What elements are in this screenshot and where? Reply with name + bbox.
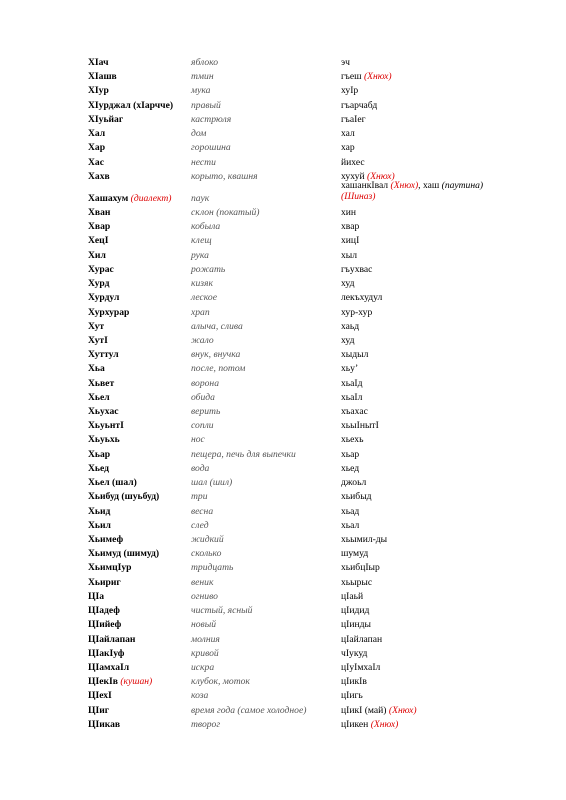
dialect-translation [341,70,392,84]
translation-text: хвар [341,221,360,233]
russian-translation: молния [191,633,220,645]
russian-translation: огниво [191,590,218,602]
russian-translation: рука [191,249,209,261]
translation-text: хур-хур [341,306,373,318]
dialect-translation [341,661,380,675]
russian-translation: мука [191,85,211,97]
russian-translation: кобыла [191,221,221,233]
dialect-translation [341,99,377,113]
headword [88,689,112,703]
headword-text: Хьибуд (шуьбуд) [88,491,160,503]
headword-text: ЦӀакӀуф [88,647,125,659]
entry-row [88,433,528,447]
translation-text: (паутина) [441,179,484,191]
entry-row [88,277,528,291]
headword [88,661,129,675]
headword-text: Хас [88,156,104,168]
headword-text: ХьимцӀур [88,562,132,574]
headword-text: ХутӀ [88,334,108,346]
dialect-translation [341,56,350,70]
headword [88,192,171,206]
dialect-translation [341,291,382,305]
dialect-translation [341,263,372,277]
headword [88,156,104,170]
russian-translation: верить [191,406,221,418]
headword-text: Хуттул [88,349,119,361]
headword-text: Хал [88,128,106,140]
headword [88,419,124,433]
translation-text: хухуй [341,170,367,182]
headword [88,633,135,647]
russian-translation: горошина [191,142,231,154]
russian-translation: клубок, моток [191,676,250,688]
entry-row [88,704,528,718]
headword-text: Хьуьхь [88,434,120,446]
translation-text: хал [341,128,355,140]
entry-row [88,141,528,155]
headword [88,277,109,291]
headword [88,170,110,184]
entry-row [88,127,528,141]
entry-row [88,647,528,661]
translation-text: хьаӀд [341,377,363,389]
russian-translation: время года (самое холодное) [191,704,307,716]
headword-text: Хахв [88,170,110,182]
dialect-translation [341,377,363,391]
headword [88,84,109,98]
translation-text: хаьд [341,320,360,332]
headword [88,448,110,462]
dialect-translation [341,180,483,202]
translation-text: гъаӀег [341,113,366,125]
russian-translation: внук, внучка [191,349,241,361]
headword-text: Хут [88,320,105,332]
headword [88,249,106,263]
russian-translation: тридцать [191,562,234,574]
entry-row [88,263,528,277]
translation-text: лекъхудул [341,292,383,304]
headword [88,320,104,334]
headword-text: Хар [88,142,106,154]
headword [88,377,114,391]
russian-translation: обида [191,391,215,403]
headword-text: Хьел [88,391,110,403]
entry-row [88,661,528,675]
headword-text: ХӀач [88,57,109,68]
headword-text: Хурас [88,263,114,275]
entry-row [88,179,528,206]
translation-text: чӀукуд [341,647,368,659]
dialect-translation [341,419,379,433]
headword [88,234,108,248]
headword-text: ЦӀикав [88,718,121,730]
dialect-translation [341,141,355,155]
translation-text: джоьл [341,477,367,489]
dialect-translation [341,391,362,405]
russian-translation: вода [191,462,210,474]
russian-translation: храп [191,306,210,318]
village-note: (Хнюх) [363,71,392,83]
translation-text: хьымил-ды [341,534,388,545]
headword-text: Хьил [88,519,111,531]
headword-text: ХӀур [88,85,109,97]
russian-translation: творог [191,718,221,730]
headword [88,533,123,547]
entry-row [88,234,528,248]
entry-row [88,206,528,220]
dialect-translation [341,127,355,141]
headword [88,348,119,362]
translation-text: цӀигь [341,690,363,702]
dialect-translation [341,604,369,618]
entry-row [88,320,528,334]
headword-text: Хьид [88,505,111,517]
dialect-translation [341,433,363,447]
headword-text: Хвар [88,221,111,233]
headword [88,291,119,305]
headword [88,391,110,405]
headword [88,718,120,732]
entry-row [88,70,528,84]
dialect-translation [341,234,359,248]
entry-row [88,718,528,732]
dialect-translation [341,156,365,170]
headword-text: ЦӀекӀв [88,676,118,688]
translation-text: цӀикӀ (май) [341,704,389,716]
dialect-translation [341,590,363,604]
russian-translation: шал (шил) [191,477,233,489]
headword [88,433,120,447]
dialect-note: (кушан) [120,676,153,688]
translation-text: хар [341,142,355,154]
headword-text: Хашахум [88,192,129,204]
dialect-translation [341,306,372,320]
russian-translation: нести [191,156,216,168]
russian-translation: нос [191,434,205,446]
entry-row [88,462,528,476]
entry-row [88,419,528,433]
headword [88,505,110,519]
dialect-translation [341,320,359,334]
headword-text: Хьухас [88,406,119,418]
dialect-translation [341,533,387,547]
dialect-translation [341,249,357,263]
russian-translation: новый [191,619,217,631]
headword [88,618,121,632]
translation-text: цӀайлапан [341,633,383,645]
headword-text: ЦӀамхаӀл [88,661,130,673]
headword-text: ЦӀийеф [88,619,122,631]
entry-row [88,56,528,70]
translation-text: хицӀ [341,235,360,247]
entry-row [88,547,528,561]
headword-text: Хьед [88,462,109,474]
entry-row [88,519,528,533]
translation-text: хьибцӀыр [341,562,380,574]
entry-row [88,533,528,547]
russian-translation: корыто, квашня [191,170,258,182]
russian-translation: паук [191,192,210,204]
entry-row [88,618,528,632]
headword-text: Хьел (шал) [88,477,137,489]
village-note: (Хнюх) [370,718,399,730]
translation-text: хьыӀнытӀ [341,420,379,432]
headword-text: ХӀуьйаг [88,113,124,125]
dialect-translation [341,84,358,98]
russian-translation: след [191,519,209,531]
russian-translation: коза [191,690,209,702]
translation-text: йихес [341,156,365,168]
translation-text: гъухвас [341,263,373,275]
entry-row [88,391,528,405]
russian-translation: ворона [191,377,219,389]
translation-text: шумуд [341,548,369,560]
dialect-translation [341,647,367,661]
entry-row [88,561,528,575]
headword [88,334,108,348]
translation-text: хьу’ [341,363,359,375]
russian-translation: весна [191,505,214,517]
headword-text: Хил [88,249,106,261]
headword-text: ЦӀиг [88,704,110,716]
entry-row [88,84,528,98]
headword-text: ЦӀадеф [88,605,120,617]
headword [88,306,129,320]
translation-text: хъахас [341,406,368,418]
russian-translation: после, потом [191,363,246,375]
translation-text: хьаӀл [341,391,363,403]
russian-translation: искра [191,661,215,673]
russian-translation: правый [191,99,221,111]
translation-text: цӀидид [341,605,370,617]
headword [88,576,121,590]
headword [88,56,109,70]
dialect-translation [341,576,372,590]
russian-translation: жало [191,334,214,346]
dialect-translation [341,490,372,504]
translation-text: худ [341,334,355,346]
russian-translation: тмин [191,71,214,83]
russian-translation: яблоко [191,57,219,68]
dialect-translation [341,505,359,519]
headword [88,113,123,127]
dialect-translation [341,675,367,689]
dialect-translation [341,348,368,362]
entry-row [88,490,528,504]
headword [88,476,137,490]
entry-row [88,377,528,391]
translation-text: хин [341,206,357,218]
headword-text: ХьуьнтӀ [88,420,124,432]
headword [88,704,109,718]
dialect-translation [341,206,356,220]
entry-row [88,476,528,490]
translation-text: , хаш [418,179,442,191]
entry-row [88,448,528,462]
entry-row [88,99,528,113]
dialect-translation [341,633,382,647]
translation-text: хьал [341,519,360,531]
headword-text: Хурхурар [88,306,130,318]
dialect-translation [341,704,417,718]
translation-text: хыл [341,249,358,261]
translation-text: цӀикен [341,718,371,730]
headword-text: ХӀурджал (хӀарчче) [88,99,174,111]
translation-text: хыдыл [341,349,369,361]
headword [88,405,119,419]
headword [88,70,117,84]
russian-translation: сколько [191,548,222,560]
translation-text: хьед [341,462,360,474]
entry-row [88,675,528,689]
russian-translation: кастрюля [191,113,232,125]
translation-text: хьехь [341,434,364,446]
headword [88,490,159,504]
translation-text: хьибыд [341,491,372,503]
headword-text: Хурдул [88,292,120,304]
dialect-note: (диалект) [130,192,172,204]
dialect-translation [341,476,366,490]
translation-text: цӀикӀв [341,676,367,688]
headword [88,141,105,155]
entry-row [88,604,528,618]
dialect-translation [341,519,359,533]
entry-row [88,220,528,234]
russian-translation: алыча, слива [191,320,243,332]
russian-translation: дом [191,128,207,140]
headword-text: Хьириг [88,576,121,588]
dialect-translation [341,405,368,419]
entry-row [88,334,528,348]
russian-translation: веник [191,576,214,588]
translation-text: хьырыс [341,576,373,588]
headword [88,206,110,220]
translation-text: хуӀр [341,85,359,97]
headword-text: Хьимеф [88,534,124,545]
headword [88,647,124,661]
headword [88,604,120,618]
translation-text: гъеш [341,71,364,83]
russian-translation: кривой [191,647,219,659]
entry-row [88,113,528,127]
dialect-translation [341,618,371,632]
entry-row [88,249,528,263]
village-note: (Хнюх) [388,704,417,716]
headword-text: Хьимуд (шимуд) [88,548,160,560]
headword [88,561,131,575]
village-note: (Шиназ) [341,190,376,202]
headword-text: ЦӀайлапан [88,633,136,645]
entry-row [88,576,528,590]
entry-row [88,689,528,703]
translation-text: цӀинды [341,619,371,631]
dialect-translation [341,334,355,348]
dialect-translation [341,220,359,234]
entry-row [88,362,528,376]
entry-row [88,348,528,362]
headword [88,99,173,113]
translation-text: хьар [341,448,360,460]
dialect-translation [341,448,359,462]
headword-text: ЦӀехӀ [88,690,112,702]
village-note: (Хнюх) [367,170,395,182]
headword [88,263,114,277]
entry-row [88,590,528,604]
dialect-translation [341,277,355,291]
russian-translation: три [191,491,208,503]
translation-text: хашанкӀвал [341,179,391,191]
entry-row [88,505,528,519]
dialect-translation [341,689,363,703]
russian-translation: жидкий [191,534,224,545]
headword-text: Хьар [88,448,111,460]
headword-text: Хьвет [88,377,115,389]
translation-text: худ [341,278,355,290]
headword [88,127,105,141]
translation-text: гъарчабд [341,99,378,111]
village-note: (Хнюх) [390,179,419,191]
entry-row [88,156,528,170]
russian-translation: чистый, ясный [191,605,253,617]
russian-translation: склон (покатый) [191,206,260,218]
dialect-translation [341,547,368,561]
entry-row [88,291,528,305]
russian-translation: кизяк [191,278,213,290]
translation-text: цӀуӀмхаӀл [341,661,381,673]
russian-translation: леское [191,292,217,304]
headword [88,462,109,476]
russian-translation: клещ [191,235,212,247]
headword-text: ХецӀ [88,235,109,247]
dialect-translation [341,718,398,732]
headword [88,675,152,689]
headword [88,590,104,604]
dialect-translation [341,462,359,476]
entry-row [88,633,528,647]
headword-text: Хван [88,206,111,218]
translation-text: цӀаьй [341,590,364,602]
dictionary-list [88,56,528,732]
headword [88,519,111,533]
russian-translation: сопли [191,420,214,432]
headword-text: ЦӀа [88,590,104,602]
headword-text: Хьа [88,363,105,375]
russian-translation: рожать [191,263,226,275]
headword [88,220,110,234]
headword [88,362,105,376]
headword-text: Хурд [88,278,110,290]
translation-text: хьад [341,505,360,517]
headword [88,547,159,561]
dialect-translation [341,113,366,127]
headword-text: ХӀашв [88,71,117,83]
entry-row [88,306,528,320]
translation-text: эч [341,57,350,68]
dialect-translation [341,561,380,575]
dialect-translation [341,362,358,376]
russian-translation: пещера, печь для выпечки [191,448,296,460]
entry-row [88,405,528,419]
